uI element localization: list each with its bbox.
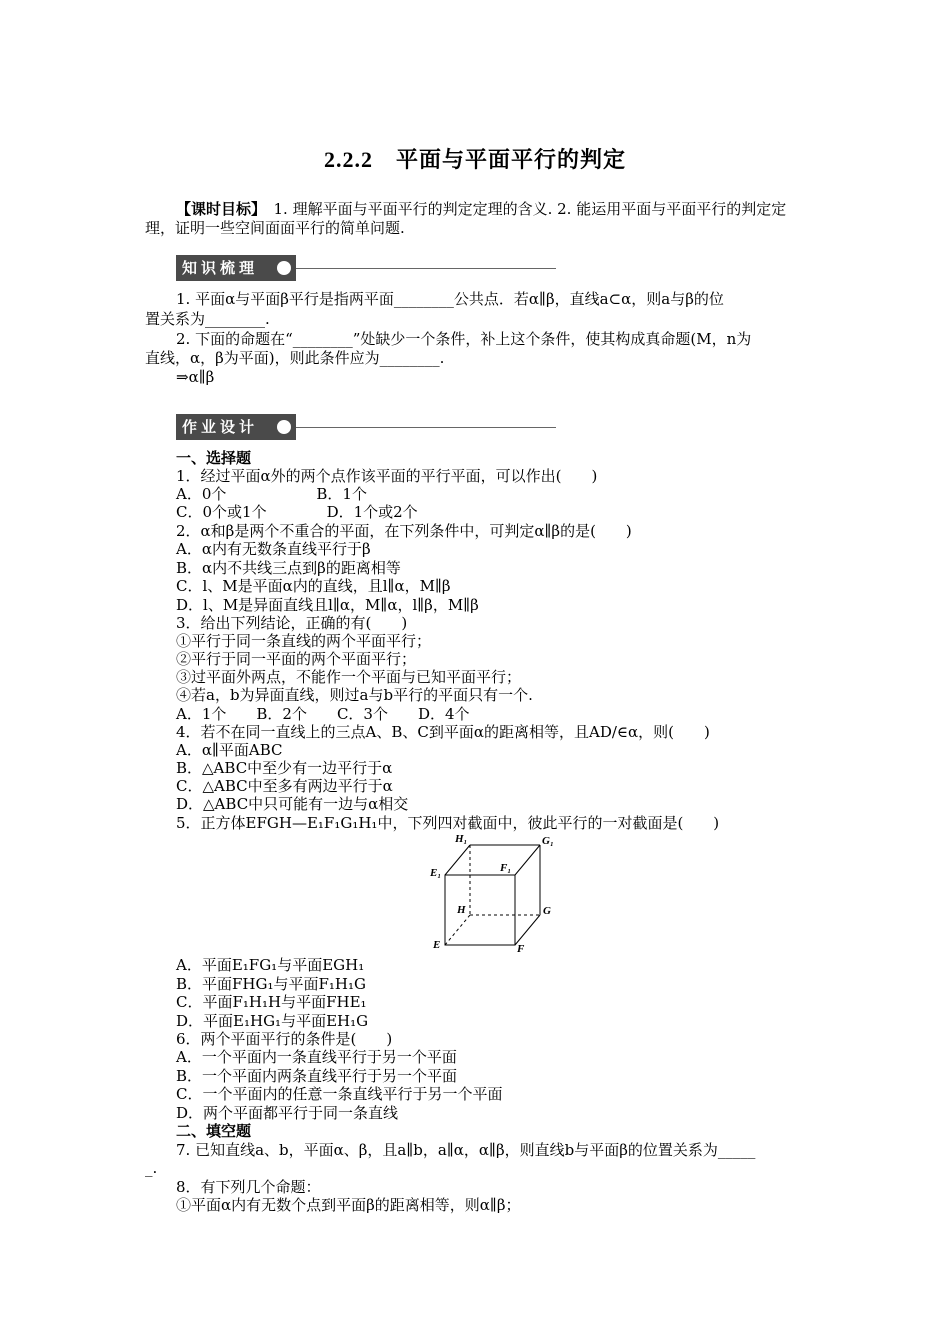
hw-line: B．α内不共线三点到β的距离相等 xyxy=(176,559,401,577)
banner-knowledge-label: 知识梳理 xyxy=(176,255,296,281)
hw-line: B．一个平面内两条直线平行于另一个平面 xyxy=(176,1067,458,1085)
hw-line: 5．正方体EFGH—E₁F₁G₁H₁中，下列四对截面中，彼此平行的一对截面是( ) xyxy=(176,814,720,832)
banner-homework xyxy=(176,414,561,440)
hw-line: A．α内有无数条直线平行于β xyxy=(176,540,371,558)
hw-q7-line1: 7. 已知直线a、b，平面α、β，且a∥b，a∥α，α∥β，则直线b与平面β的位置关系为_____ xyxy=(176,1141,756,1159)
hw-line: C．平面F₁H₁H与平面FHE₁ xyxy=(176,993,367,1011)
hw-line: D．△ABC中只可能有一边与α相交 xyxy=(176,795,409,813)
hw-line: A．0个 B．1个 xyxy=(176,485,367,503)
cube-label-e1: E₁ xyxy=(430,867,442,879)
cube-label-h1: H₁ xyxy=(455,833,468,845)
lesson-goals xyxy=(145,200,810,238)
cube-figure xyxy=(425,830,565,958)
cube-edge xyxy=(515,915,540,945)
cube-label-g1: G₁ xyxy=(542,835,554,847)
hw-line: C．一个平面内的任意一条直线平行于另一个平面 xyxy=(176,1085,503,1103)
hw-line: D．两个平面都平行于同一条直线 xyxy=(176,1104,399,1122)
goals-text: 1. 理解平面与平面平行的判定定理的含义. 2. 能运用平面与平面平行的判定定理，证明一些空间面面平行的简单问题. xyxy=(145,200,787,237)
knowledge-q1-line2: 置关系为________. xyxy=(145,310,270,328)
hw-line: 6．两个平面平行的条件是( ) xyxy=(176,1030,393,1048)
knowledge-q2-line3: ⇒α∥β xyxy=(176,368,215,386)
goals-label: 【课时目标】 xyxy=(176,200,259,218)
banner-rule xyxy=(296,268,556,269)
hw-q8-line2: ①平面α内有无数个点到平面β的距离相等，则α∥β； xyxy=(176,1196,521,1214)
banner-homework-label: 作业设计 xyxy=(176,414,296,440)
cube-hidden-edge xyxy=(445,915,470,945)
cube-edge xyxy=(445,845,470,875)
cube-label-f1: F₁ xyxy=(500,862,512,874)
banner-rule xyxy=(296,427,556,428)
cube-label-g: G xyxy=(543,905,551,917)
hw-line: C．△ABC中至多有两边平行于α xyxy=(176,777,393,795)
knowledge-q1-line1: 1. 平面α与平面β平行是指两平面________公共点．若α∥β，直线a⊂α，则a与β的位 xyxy=(176,290,724,308)
hw-line: D．l、M是异面直线且l∥α，M∥α，l∥β，M∥β xyxy=(176,596,479,614)
knowledge-q2-line2: 直线，α，β为平面)，则此条件应为________. xyxy=(145,349,445,367)
banner-knowledge xyxy=(176,255,561,281)
hw-line: A．α∥平面ABC xyxy=(176,741,283,759)
hw-line: ③过平面外两点，不能作一个平面与已知平面平行； xyxy=(176,668,522,686)
hw-line: ①平行于同一条直线的两个平面平行； xyxy=(176,632,432,650)
hw-line: D．平面E₁HG₁与平面EH₁G xyxy=(176,1012,369,1030)
hw-line: C．0个或1个 D．1个或2个 xyxy=(176,503,418,521)
hw-line: ④若a，b为异面直线，则过a与b平行的平面只有一个. xyxy=(176,686,533,704)
hw-line: 1．经过平面α外的两个点作该平面的平行平面，可以作出( ) xyxy=(176,467,598,485)
hw-line: 3．给出下列结论，正确的有( ) xyxy=(176,614,408,632)
banner-dot-icon xyxy=(277,261,291,275)
knowledge-q2-line1: 2. 下面的命题在“________”处缺少一个条件，补上这个条件，使其构成真命题(M，n为 xyxy=(176,330,752,348)
cube-label-e: E xyxy=(433,939,441,951)
hw-line: A．一个平面内一条直线平行于另一个平面 xyxy=(176,1048,457,1066)
hw-line: C．l、M是平面α内的直线，且l∥α，M∥β xyxy=(176,577,451,595)
hw-line: B．△ABC中至少有一边平行于α xyxy=(176,759,393,777)
cube-label-h: H xyxy=(457,904,466,916)
hw-line: ②平行于同一平面的两个平面平行； xyxy=(176,650,417,668)
cube-label-f: F xyxy=(517,943,525,955)
hw-q8-line1: 8．有下列几个命题： xyxy=(176,1178,321,1196)
hw-line: A．平面E₁FG₁与平面EGH₁ xyxy=(176,956,365,974)
banner-dot-icon xyxy=(277,420,291,434)
part-choice-heading: 一、选择题 xyxy=(176,449,252,467)
hw-q7-line2: _. xyxy=(145,1159,158,1177)
hw-line: 2．α和β是两个不重合的平面，在下列条件中，可判定α∥β的是( ) xyxy=(176,522,632,540)
part-fill-heading: 二、填空题 xyxy=(176,1122,252,1140)
page-title: 2.2.2 平面与平面平行的判定 xyxy=(323,147,626,172)
hw-line: 4．若不在同一直线上的三点A、B、C到平面α的距离相等，且AD/∈α，则( ) xyxy=(176,723,710,741)
cube-edge xyxy=(515,845,540,875)
hw-line: B．平面FHG₁与平面F₁H₁G xyxy=(176,975,367,993)
hw-line: A．1个 B．2个 C．3个 D．4个 xyxy=(176,705,470,723)
cube-front-face xyxy=(445,875,515,945)
